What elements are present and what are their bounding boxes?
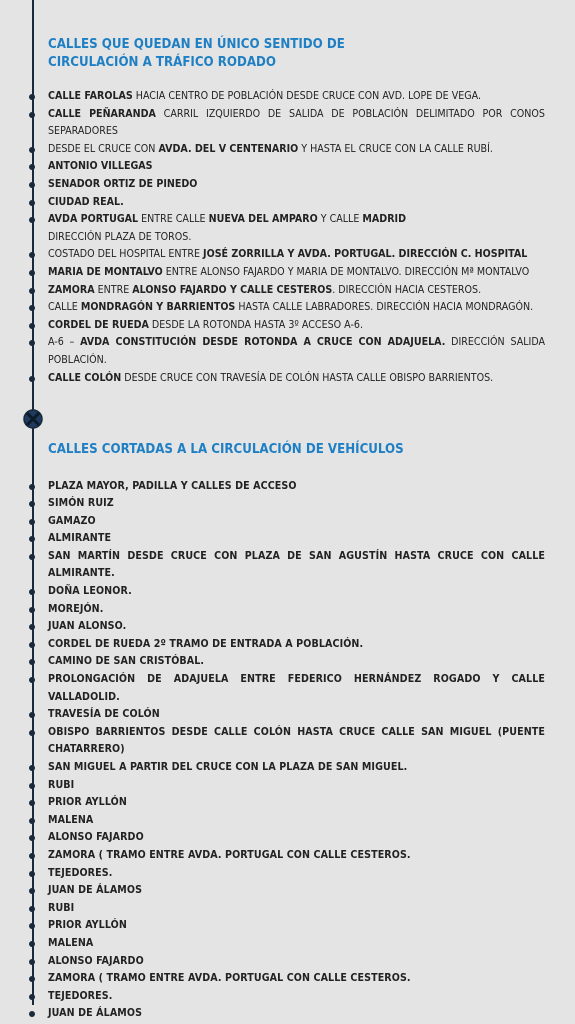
x-circle-icon [22,408,44,430]
list-item [48,246,545,264]
street-detail: . DIRECCIÓN HACIA CESTEROS. [332,283,482,296]
street-name: MONDRAGÓN Y BARRIENTOS [80,301,236,314]
list-item: PRIOR AYLLÓN [48,917,545,935]
list-item [48,334,545,369]
list-item: TEJEDORES. [48,865,545,883]
street-name: ZAMORA [48,283,95,296]
street-name: CIUDAD REAL. [48,195,124,208]
list-item: SAN MIGUEL A PARTIR DEL CRUCE CON LA PLAZA DE SAN MIGUEL. [48,759,545,777]
street-detail: Y HASTA EL CRUCE CON LA CALLE RUBÍ. [298,142,493,155]
list-item: JUAN DE ÁLAMOS [48,1005,545,1023]
section-closed-streets [48,441,545,1023]
street-name: CORDEL DE RUEDA [48,318,149,331]
list-item: MALENA [48,935,545,953]
street-name: MARIA DE MONTALVO [48,265,163,278]
street-name: AVDA. DEL V CENTENARIO [158,142,299,155]
street-detail: ENTRE CALLE [138,213,209,226]
list-item: PLAZA MAYOR, PADILLA Y CALLES DE ACCESO [48,478,545,496]
list-item: MOREJÓN. [48,601,545,619]
list-item: SAN MARTÍN DESDE CRUCE CON PLAZA DE SAN AGUSTÍN HASTA CRUCE CON CALLE ALMIRANTE. [48,548,545,583]
list-item [48,370,545,388]
street-name: CALLE COLÓN [48,371,122,384]
list-item: PROLONGACIÓN DE ADAJUELA ENTRE FEDERICO HERNÁNDEZ ROGADO Y CALLE VALLADOLID. [48,671,545,706]
list-item [48,317,545,335]
list-item: GAMAZO [48,513,545,531]
list-item [48,264,545,282]
one-way-street-list [48,88,545,387]
street-name: ALONSO FAJARDO Y CALLE CESTEROS [132,283,333,296]
section-one-way-streets [48,36,545,387]
list-item [48,158,545,176]
list-item [48,141,545,159]
list-item: ALONSO FAJARDO [48,829,545,847]
list-item: CORDEL DE RUEDA 2º TRAMO DE ENTRADA A POBLACIÓN. [48,636,545,654]
street-detail: COSTADO DEL HOSPITAL ENTRE [48,248,204,261]
list-item [48,282,545,300]
street-name: JOSÉ ZORRILLA Y AVDA. PORTUGAL. DIRECCIÓN C. HOSPITAL [203,248,528,261]
list-item [48,299,545,317]
list-item: ALMIRANTE [48,530,545,548]
list-item [48,176,545,194]
street-name: AVDA PORTUGAL [48,213,139,226]
list-item: CAMINO DE SAN CRISTÓBAL. [48,653,545,671]
list-item [48,194,545,212]
street-name: ANTONIO VILLEGAS [48,160,153,173]
closed-street-list [48,478,545,1023]
street-name: CALLE PEÑARANDA [48,107,156,120]
street-name: AVDA CONSTITUCIÓN DESDE ROTONDA A CRUCE CON ADAJUELA. [80,336,446,349]
street-detail: Y CALLE [317,213,363,226]
section-title-line1: CALLES QUE QUEDAN EN ÚNICO SENTIDO DE [48,37,345,52]
street-name: CALLE FAROLAS [48,90,133,102]
list-item: OBISPO BARRIENTOS DESDE CALLE COLÓN HASTA CRUCE CALLE SAN MIGUEL (PUENTE CHATARRERO) [48,724,545,759]
street-name: SENADOR ORTIZ DE PINEDO [48,177,198,190]
list-item [48,88,545,106]
list-item: ALONSO FAJARDO [48,953,545,971]
street-detail: CALLE [48,301,81,314]
list-item: JUAN ALONSO. [48,618,545,636]
list-item: ZAMORA ( TRAMO ENTRE AVDA. PORTUGAL CON CALLE CESTEROS. [48,847,545,865]
list-item [48,106,545,141]
street-detail: ENTRE ALONSO FAJARDO Y MARIA DE MONTALVO. DIRECCIÓN Mª MONTALVO [162,265,530,278]
street-detail: DESDE EL CRUCE CON [48,142,159,155]
street-detail: ENTRE [94,283,133,296]
street-detail: DIRECCIÓN PLAZA DE TOROS. [48,230,192,243]
street-name: NUEVA DEL AMPARO [208,213,318,226]
section-title-line2: CIRCULACIÓN A TRÁFICO RODADO [48,54,276,70]
list-item: PRIOR AYLLÓN [48,794,545,812]
list-item: ZAMORA ( TRAMO ENTRE AVDA. PORTUGAL CON CALLE CESTEROS. [48,970,545,988]
list-item: TEJEDORES. [48,988,545,1006]
list-item: TRAVESÍA DE COLÓN [48,706,545,724]
street-detail: CARRIL IZQUIERDO DE SALIDA DE POBLACIÓN DELIMITADO POR CONOS SEPARADORES [48,107,545,138]
street-detail: DESDE LA ROTONDA HASTA 3º ACCESO A-6. [148,318,363,331]
street-detail: HACIA CENTRO DE POBLACIÓN DESDE CRUCE CON AVD. LOPE DE VEGA. [132,90,481,102]
list-item: JUAN DE ÁLAMOS [48,882,545,900]
list-item: SIMÓN RUIZ [48,495,545,513]
list-item: MALENA [48,812,545,830]
section-title-closed: CALLES CORTADAS A LA CIRCULACIÓN DE VEHÍCULOS [48,442,404,457]
street-detail: DIRECCIÓN SALIDA POBLACIÓN. [48,336,545,366]
list-item: RUBI [48,777,545,795]
list-item [48,211,545,229]
list-item [48,229,545,247]
section-title-one-way [48,36,545,71]
street-name: MADRID [362,213,406,226]
street-detail: DESDE CRUCE CON TRAVESÍA DE COLÓN HASTA CALLE OBISPO BARRIENTOS. [121,371,494,384]
street-detail: HASTA CALLE LABRADORES. DIRECCIÓN HACIA MONDRAGÓN. [235,301,534,314]
list-item: RUBI [48,900,545,918]
street-detail: A-6 – [48,336,81,349]
list-item: DOÑA LEONOR. [48,583,545,601]
